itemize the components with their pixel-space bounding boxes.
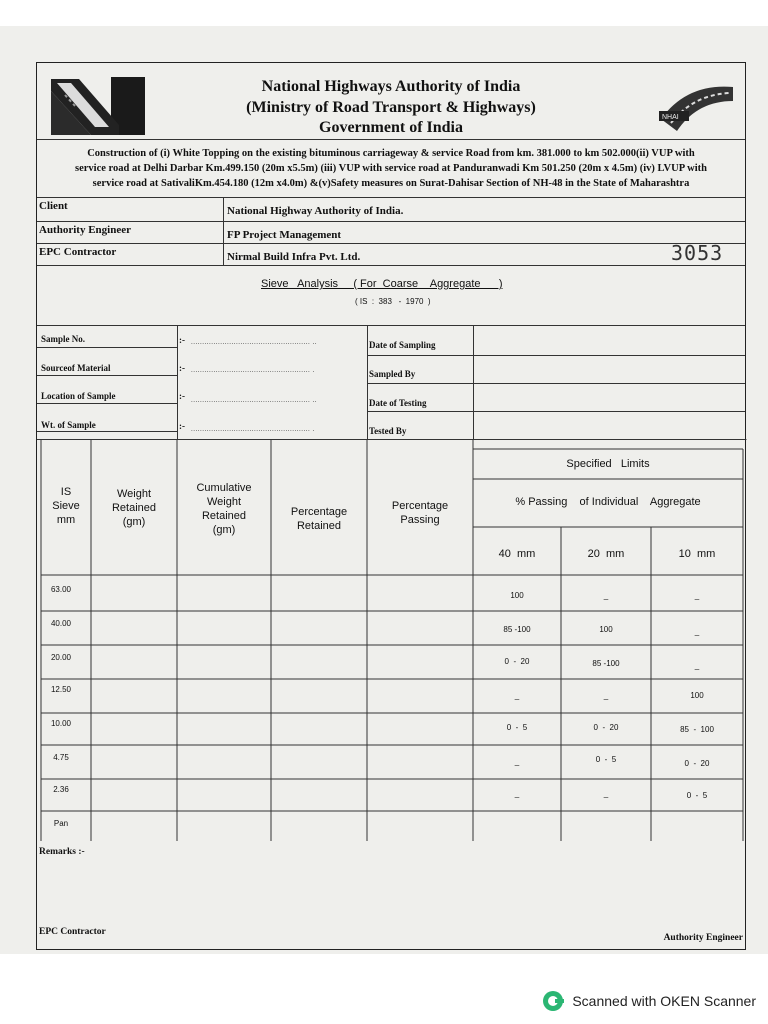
header-line: Percentage bbox=[290, 506, 348, 518]
document-number-stamp: 3053 bbox=[671, 241, 724, 265]
sieve-size: Pan bbox=[53, 819, 69, 828]
limit-20mm: 0 - 5 bbox=[595, 755, 617, 764]
sieve-size: 20.00 bbox=[50, 653, 72, 662]
header-line: Cumulative bbox=[196, 482, 252, 494]
description-line: service road at SativaliKm.454.180 (12m x4.0m) &(v)Safety measures on Surat-Dahisar Section of NH-48 in the State of Maharashtra bbox=[92, 178, 690, 189]
col-header-is-sieve bbox=[41, 485, 91, 527]
project-description bbox=[41, 146, 741, 191]
colon: :- bbox=[179, 391, 185, 401]
limit-40mm: 85 -100 bbox=[503, 625, 531, 634]
location-field[interactable] bbox=[191, 396, 317, 404]
header-line: Retained bbox=[111, 502, 157, 514]
sample-no-label: Sample No. bbox=[41, 334, 86, 344]
limit-40mm: _ bbox=[514, 691, 520, 700]
authority-engineer-value: FP Project Management bbox=[227, 229, 342, 241]
scanned-paper bbox=[0, 26, 768, 954]
scanner-watermark bbox=[542, 990, 756, 1012]
specified-limits-header: Specified Limits bbox=[566, 458, 650, 470]
sieve-size: 4.75 bbox=[53, 753, 69, 762]
limit-40mm: _ bbox=[514, 789, 520, 798]
dotted-line: .. bbox=[312, 338, 317, 346]
authority-engineer-signature-label: Authority Engineer bbox=[663, 933, 743, 943]
colon: :- bbox=[179, 363, 185, 373]
col-header-10mm: 10 mm bbox=[678, 548, 716, 560]
dotted-line: . bbox=[312, 425, 315, 433]
limit-10mm: 0 - 5 bbox=[686, 791, 708, 800]
col-header-percentage-retained bbox=[271, 505, 367, 533]
limit-20mm: 85 -100 bbox=[592, 659, 620, 668]
header-line: (gm) bbox=[212, 524, 236, 536]
header-line: Retained bbox=[296, 520, 342, 532]
header-line: Retained bbox=[201, 510, 247, 522]
header-line: Weight bbox=[116, 488, 152, 500]
sieve-analysis-title: Sieve Analysis ( For Coarse Aggregate ) bbox=[261, 278, 503, 290]
limit-10mm: 0 - 20 bbox=[684, 759, 710, 768]
epc-contractor-label: EPC Contractor bbox=[39, 246, 117, 258]
limit-40mm: 0 - 5 bbox=[506, 723, 528, 732]
col-header-weight-retained bbox=[91, 487, 177, 529]
passing-individual-header: % Passing of Individual Aggregate bbox=[515, 496, 701, 508]
dotted-line: ..................................................... bbox=[191, 338, 311, 346]
header-line: Weight bbox=[206, 496, 242, 508]
limit-10mm: _ bbox=[694, 627, 700, 636]
date-sampling-label: Date of Sampling bbox=[369, 340, 436, 350]
limit-40mm: 0 - 20 bbox=[504, 657, 530, 666]
colon: :- bbox=[179, 421, 185, 431]
sieve-size: 63.00 bbox=[50, 585, 72, 594]
limit-20mm: _ bbox=[603, 591, 609, 600]
col-header-40mm: 40 mm bbox=[498, 548, 536, 560]
col-header-percentage-passing bbox=[367, 499, 473, 527]
epc-contractor-signature-label: EPC Contractor bbox=[39, 927, 106, 937]
wt-field[interactable] bbox=[191, 425, 315, 433]
dotted-line: .. bbox=[312, 396, 317, 404]
sieve-size: 12.50 bbox=[50, 685, 72, 694]
sample-no-field[interactable] bbox=[191, 338, 317, 346]
authority-engineer-label: Authority Engineer bbox=[39, 224, 131, 236]
limit-20mm: _ bbox=[603, 789, 609, 798]
epc-contractor-value: Nirmal Build Infra Pvt. Ltd. bbox=[227, 251, 361, 263]
dotted-line: ..................................................... bbox=[191, 396, 311, 404]
col-header-cumulative-weight bbox=[177, 481, 271, 537]
source-field[interactable] bbox=[191, 366, 315, 374]
sieve-size: 10.00 bbox=[50, 719, 72, 728]
dotted-line: . bbox=[312, 366, 315, 374]
org-name: National Highways Authority of India bbox=[261, 78, 521, 95]
description-line: service road at Delhi Darbar Km.499.150 (20m x5.5m) (iii) VUP with service road at Panduranwadi Km 501.250 (20m x 4.5m) (iv) LVUP with bbox=[75, 163, 707, 174]
description-line: Construction of (i) White Topping on the existing bituminous carriageway & service Road from km. 381.000 to km 502.000(ii) VUP with bbox=[87, 148, 695, 159]
limit-20mm: _ bbox=[603, 691, 609, 700]
dotted-line: ..................................................... bbox=[191, 425, 311, 433]
oken-scanner-icon bbox=[542, 990, 564, 1012]
limit-40mm: 100 bbox=[510, 591, 524, 600]
limit-40mm: _ bbox=[514, 757, 520, 766]
limit-10mm: 100 bbox=[690, 691, 704, 700]
header-line: (gm) bbox=[122, 516, 146, 528]
client-label: Client bbox=[39, 200, 68, 212]
sieve-size: 40.00 bbox=[50, 619, 72, 628]
sieve-analysis-form bbox=[36, 62, 746, 950]
header-line: Sieve bbox=[52, 500, 80, 512]
col-header-20mm: 20 mm bbox=[587, 548, 625, 560]
header-line: Passing bbox=[400, 514, 440, 526]
header-line: Percentage bbox=[391, 500, 449, 512]
remarks-label: Remarks :- bbox=[39, 847, 85, 857]
is-standard: ( IS : 383 - 1970 ) bbox=[355, 297, 431, 306]
location-label: Location of Sample bbox=[41, 391, 116, 401]
tested-by-label: Tested By bbox=[369, 426, 407, 436]
wt-sample-label: Wt. of Sample bbox=[41, 420, 96, 430]
source-label: Sourceof Material bbox=[41, 363, 111, 373]
ministry-name: (Ministry of Road Transport & Highways) bbox=[246, 99, 536, 116]
nhai-right-logo bbox=[657, 79, 737, 139]
limit-10mm: _ bbox=[694, 661, 700, 670]
limit-10mm: 85 - 100 bbox=[680, 725, 714, 734]
header-line: IS bbox=[60, 486, 72, 498]
dotted-line: ..................................................... bbox=[191, 366, 311, 374]
scanner-text: Scanned with OKEN Scanner bbox=[572, 993, 756, 1009]
nhai-logo-text: NHAI bbox=[662, 114, 679, 121]
sieve-size: 2.36 bbox=[53, 785, 69, 794]
limit-20mm: 0 - 20 bbox=[593, 723, 619, 732]
client-value: National Highway Authority of India. bbox=[227, 205, 404, 217]
government-name: Government of India bbox=[319, 119, 463, 136]
colon: :- bbox=[179, 335, 185, 345]
sampled-by-label: Sampled By bbox=[369, 369, 416, 379]
date-testing-label: Date of Testing bbox=[369, 398, 427, 408]
limit-10mm: _ bbox=[694, 591, 700, 600]
header-line: mm bbox=[56, 514, 76, 526]
limit-20mm: 100 bbox=[599, 625, 613, 634]
